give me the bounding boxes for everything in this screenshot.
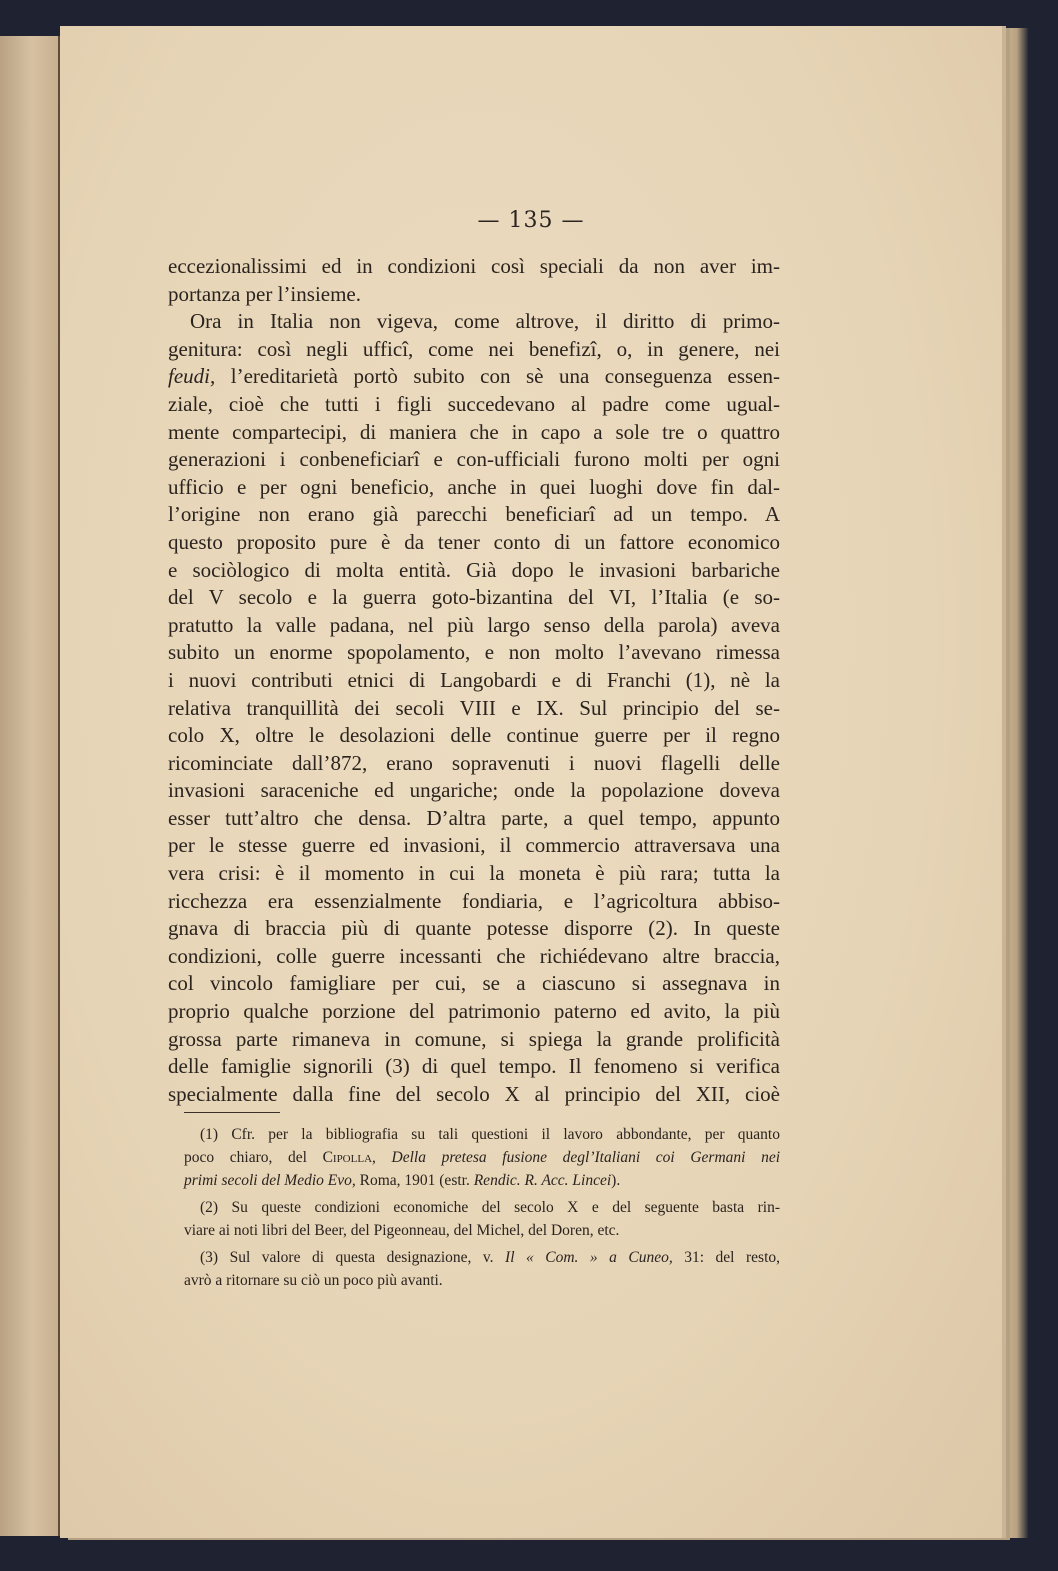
footnote-1-line — [184, 1146, 780, 1169]
text-line: del V secolo e la guerra goto-bizantina del VI, l’Italia (e so- — [168, 585, 780, 610]
text-line: condizioni, colle guerre incessanti che richiédevano altre braccia, — [168, 943, 780, 968]
footnote-text: Roma, 1901 (estr. — [355, 1172, 474, 1189]
body-text — [168, 253, 780, 1108]
text-line: proprio qualche porzione del patrimonio paterno ed avito, la più — [168, 999, 780, 1024]
text-line — [168, 363, 780, 391]
footnotes — [184, 1123, 780, 1292]
text-line: mente compartecipi, di maniera che in capo a sole tre o quattro — [168, 419, 780, 444]
footnote-1-line — [184, 1169, 780, 1192]
text-line: subito un enorme spopolamento, e non molto l’avevano rimessa — [168, 640, 780, 665]
page-number: — 135 — — [477, 208, 585, 233]
text-line: portanza per l’insieme. — [168, 281, 361, 306]
footnote-text: ). — [611, 1172, 621, 1189]
text-line: esser tutt’altro che densa. D’altra parte, a quel tempo, appunto — [168, 805, 780, 830]
footnote-text: , — [372, 1149, 392, 1166]
footnote-text: 31: del resto, — [672, 1249, 780, 1266]
page-right-edge — [1000, 28, 1028, 1538]
text-line: genitura: così negli ufficî, come nei benefizî, o, in genere, nei — [168, 336, 780, 361]
footnote-rule — [184, 1112, 280, 1113]
footnote-text: poco chiaro, del — [184, 1149, 323, 1166]
text-line: eccezionalissimi ed in condizioni così speciali da non aver im- — [168, 254, 780, 278]
footnote-2-line: viare ai noti libri del Beer, del Pigeonneau, del Michel, del Doren, etc. — [184, 1222, 620, 1239]
text-line: i nuovi contributi etnici di Langobardi e di Franchi (1), nè la — [168, 667, 780, 692]
footnote-3-line: avrò a ritornare su ciò un poco più avanti. — [184, 1272, 443, 1289]
text-line: delle famiglie signorili (3) di quel tempo. Il fenomeno si verifica — [168, 1054, 780, 1079]
footnote-ref: Il « Com. » a Cuneo, — [505, 1249, 673, 1266]
text-line: ufficio e per ogni beneficio, anche in quei luoghi dove fin dal- — [168, 474, 780, 499]
footnote-source: Rendic. R. Acc. Lincei — [473, 1172, 612, 1189]
footnote-2-line: (2) Su queste condizioni economiche del secolo X e del seguente basta rin- — [200, 1199, 780, 1216]
text-line: Ora in Italia non vigeva, come altrove, il diritto di primo- — [190, 309, 780, 334]
text-line: ricchezza era essenzialmente fondiaria, e l’agricoltura abbiso- — [168, 888, 780, 913]
text-line: ricominciate dall’872, erano sopravenuti i nuovi flagelli delle — [168, 750, 780, 775]
footnote-author: Cipolla — [322, 1149, 373, 1166]
footnote-title: primi secoli del Medio Evo, — [184, 1172, 356, 1189]
text-line: specialmente dalla fine del secolo X al principio del XII, cioè — [168, 1081, 780, 1106]
text-line: colo X, oltre le desolazioni delle continue guerre per il regno — [168, 723, 780, 748]
text-line: questo proposito pure è da tener conto di un fattore economico — [168, 529, 780, 554]
text-line: grossa parte rimaneva in comune, si spiega la grande prolificità — [168, 1026, 780, 1051]
text-line-rest: l’ereditarietà portò subito con sè una conseguenza essen- — [230, 364, 780, 389]
book-page — [60, 26, 1002, 1538]
text-line: pratutto la valle padana, nel più largo senso della parola) aveva — [168, 612, 780, 637]
text-line: col vincolo famigliare per cui, se a ciascuno si assegnava in — [168, 971, 780, 996]
footnote-title: Della pretesa fusione degl’Italiani coi Germani nei — [391, 1149, 781, 1166]
footnote-3-line — [184, 1246, 780, 1269]
text-line: ziale, cioè che tutti i figli succedevano al padre come ugual- — [168, 391, 780, 416]
text-line: l’origine non erano già parecchi beneficiarî ad un tempo. A — [168, 502, 780, 527]
text-line: invasioni saraceniche ed ungariche; onde la popolazione doveva — [168, 778, 780, 803]
text-line: vera crisi: è il momento in cui la moneta è più rara; tutta la — [168, 861, 780, 886]
text-line: generazioni i conbeneficiarî e con-ufficiali furono molti per ogni — [168, 447, 780, 472]
footnote-1-line: (1) Cfr. per la bibliografia su tali questioni il lavoro abbondante, per quanto — [200, 1126, 780, 1143]
text-line: e sociòlogico di molta entità. Già dopo le invasioni barbariche — [168, 557, 780, 582]
text-line: relativa tranquillità dei secoli VIII e IX. Sul principio del se- — [168, 695, 780, 720]
text-line: gnava di braccia più di quante potesse disporre (2). In queste — [168, 916, 780, 941]
italic-word: feudi, — [168, 364, 216, 389]
left-page-edge — [0, 36, 60, 1536]
text-line: per le stesse guerre ed invasioni, il commercio attraversava una — [168, 833, 780, 858]
footnote-text: (3) Sul valore di questa designazione, v. — [200, 1249, 506, 1266]
